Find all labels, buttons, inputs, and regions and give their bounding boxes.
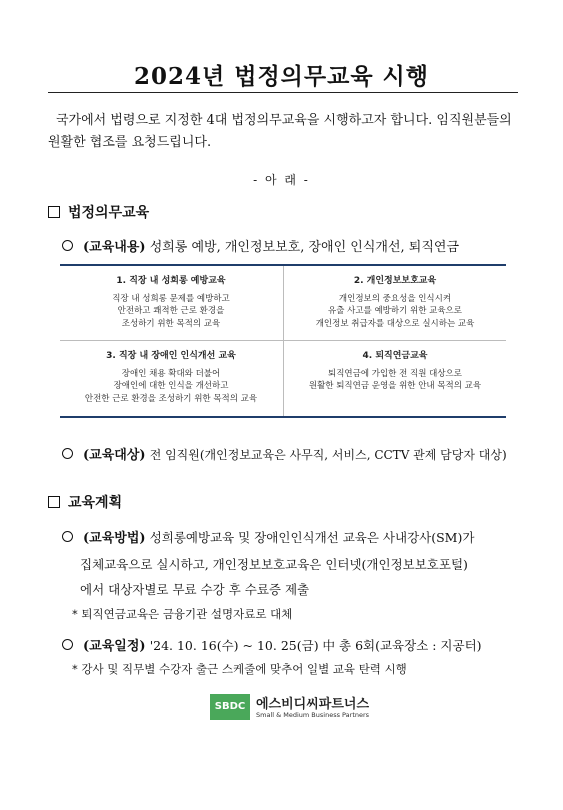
education-method-item <box>62 527 474 546</box>
course-cell <box>60 341 282 414</box>
item-tag: (교육대상) <box>83 448 146 463</box>
course-cell <box>284 341 506 414</box>
title-underline <box>48 92 518 93</box>
course-title: 4. 퇴직연금교육 <box>362 351 428 361</box>
course-desc-line: 개인정보의 중요성을 인식시켜 <box>338 293 452 304</box>
section-heading-mandatory-education <box>48 202 149 222</box>
course-title: 3. 직장 내 장애인 인식개선 교육 <box>106 351 236 361</box>
company-name-kr: 에스비디씨파트너스 <box>256 697 370 712</box>
item-tag: (교육방법) <box>83 531 146 546</box>
item-tag: (교육내용) <box>83 240 146 255</box>
course-desc-line: 퇴직연금에 가입한 전 직원 대상으로 <box>328 368 462 379</box>
course-desc-line: 안전하고 쾌적한 근로 환경을 <box>117 306 225 316</box>
section-heading-text: 법정의무교육 <box>68 205 150 221</box>
circle-bullet-icon <box>62 240 73 251</box>
intro-paragraph: 국가에서 법령으로 지정한 4대 법정의무교육을 시행하고자 합니다. 임직원분들의 원활한 협조를 요청드립니다. <box>48 113 512 150</box>
course-desc-line: 장애인에 대한 인식을 개선하고 <box>113 381 229 391</box>
course-title: 2. 개인정보보호교육 <box>353 276 437 286</box>
course-desc-line: 유출 사고를 예방하기 위한 교육으로 <box>328 306 462 316</box>
course-desc-line: 장애인 채용 확대와 더불어 <box>121 368 221 379</box>
course-desc-line: 직장 내 성희롱 문제를 예방하고 <box>112 293 230 304</box>
item-tag: (교육일정) <box>83 639 146 654</box>
document-title: 2024년 법정의무교육 시행 <box>134 63 429 90</box>
item-text: 전 임직원(개인정보교육은 사무직, 서비스, CCTV 관제 담당자 대상) <box>149 448 507 462</box>
course-desc-line: 개인정보 취급자를 대상으로 실시하는 교육 <box>315 318 475 329</box>
section-heading-text: 교육계획 <box>68 495 123 511</box>
method-continuation-line: 에서 대상자별로 무료 수강 후 수료증 제출 <box>80 582 310 597</box>
course-cell <box>284 266 506 339</box>
square-bullet-icon <box>48 496 60 508</box>
square-bullet-icon <box>48 206 60 218</box>
course-cell <box>60 266 282 339</box>
circle-bullet-icon <box>62 531 73 542</box>
item-text: 성희롱 예방, 개인정보보호, 장애인 인식개선, 퇴직연금 <box>149 240 460 255</box>
arae-label: - 아 래 - <box>253 173 310 187</box>
schedule-note: * 강사 및 직무별 수강자 출근 스케줄에 맞추어 일별 교육 탄력 시행 <box>72 662 407 676</box>
section-heading-education-plan <box>48 492 122 512</box>
item-text: '24. 10. 16(수) ~ 10. 25(금) 中 총 6회(교육장소 : 지공터) <box>149 638 482 653</box>
method-note: * 퇴직연금교육은 금융기관 설명자료로 대체 <box>72 607 293 621</box>
education-content-item <box>62 236 459 255</box>
sbdc-logo-mark: SBDC <box>210 694 250 720</box>
education-target-item <box>62 444 507 463</box>
course-desc-line: 안전한 근로 환경을 조성하기 위한 목적의 교육 <box>84 393 258 404</box>
circle-bullet-icon <box>62 448 73 459</box>
course-table <box>60 264 506 418</box>
education-schedule-item <box>62 635 482 654</box>
company-name-en: Small & Medium Business Partners <box>256 711 370 719</box>
course-title: 1. 직장 내 성희롱 예방교육 <box>116 276 226 286</box>
item-text: 성희롱예방교육 및 장애인인식개선 교육은 사내강사(SM)가 <box>149 530 475 545</box>
method-continuation-line: 집체교육으로 실시하고, 개인정보보호교육은 인터넷(개인정보보호포털) <box>80 557 468 572</box>
circle-bullet-icon <box>62 639 73 650</box>
course-desc-line: 조성하기 위한 목적의 교육 <box>121 318 221 329</box>
course-desc-line: 원활한 퇴직연금 운영을 위한 안내 목적의 교육 <box>308 381 482 391</box>
